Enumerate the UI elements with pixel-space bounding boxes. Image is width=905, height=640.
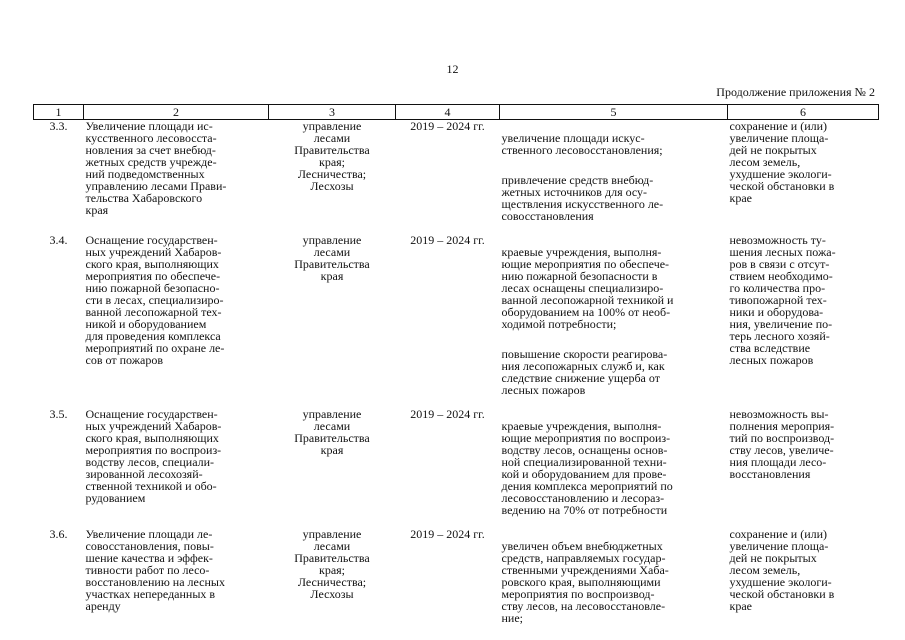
period-cell: 2019 – 2024 гг. <box>410 527 485 541</box>
activity-cell: Оснащение государствен- ных учреждений Хабаров- ского края, выполняющих мероприятия по воспроиз- водству лесов, специали- зированной лесохозяй- ственной техникой и обо- рудованием <box>85 407 222 505</box>
period-cell: 2019 – 2024 гг. <box>410 407 485 421</box>
result-paragraph: привлечение средств внебюд- жетных источников для осу- ществления искусственного ле- совосстановления <box>501 173 664 223</box>
executor-cell: управление лесами Правительства края <box>294 233 370 283</box>
row-number: 3.6. <box>49 527 68 541</box>
table-row <box>34 528 879 636</box>
table-row <box>34 120 879 235</box>
row-number: 3.5. <box>49 407 68 421</box>
activity-cell: Увеличение площади ле- совосстановления, повы- шение качества и эффек- тивности работ по лесо- восстановлению на лесных участках непереданных в аренду <box>85 527 225 613</box>
period-cell: 2019 – 2024 гг. <box>410 233 485 247</box>
continuation-label: Продолжение приложения № 2 <box>716 85 875 99</box>
executor-cell: управление лесами Правительства края; Лесничества; Лесхозы <box>294 527 370 601</box>
column-header: 3 <box>269 105 396 120</box>
result-cell <box>500 408 728 528</box>
activity-cell: Оснащение государствен- ных учреждений Хабаров- ского края, выполняющих мероприятия по обеспече- нию пожарной безопасно- сти в лесах, специализиро- ванной лесопожарной тех- никой и оборудованием для проведения комплекса мероприятий по охране ле- сов от пожаров <box>85 233 225 367</box>
page-number: 12 <box>446 62 459 76</box>
result-paragraph: увеличен объем внебюджетных средств, направляемых государ- ственными учреждениями Хаба- ровского края, выполняющими мероприятия по воспроизвод- ству лесов, на лесовосстановле- ние; <box>501 539 669 625</box>
consequences-cell: невозможность ту- шения лесных пожа- ров в связи с отсут- ствием необходимо- го количества про- тивопожарной тех- ники и оборудова- ния, увеличение по- терь лесного хозяй- ства вследствие лесных пожаров <box>729 233 836 367</box>
table-row <box>34 234 879 408</box>
consequences-cell: сохранение и (или) увеличение площа- дей не покрытых лесом земель, ухудшение экологи- ческой обстановки в крае <box>729 527 835 613</box>
result-paragraph: увеличение площади искус- ственного лесовосстановления; <box>501 131 663 157</box>
consequences-cell: сохранение и (или) увеличение площа- дей не покрытых лесом земель, ухудшение экологи- ческой обстановки в крае <box>729 119 835 205</box>
result-paragraph: повышение скорости реагирова- ния лесопожарных служб и, как следствие снижение ущерба от лесных пожаров <box>501 347 668 397</box>
appendix-table <box>33 104 879 636</box>
executor-cell: управление лесами Правительства края; Лесничества; Лесхозы <box>294 119 370 193</box>
result-paragraph: краевые учреждения, выполня- ющие мероприятия по обеспече- нию пожарной безопасности в лесах оснащены специализиро- ванной лесопожарной техникой и оборудованием на 100% от необ- ходимой потребности; <box>501 245 674 331</box>
period-cell: 2019 – 2024 гг. <box>410 119 485 133</box>
result-cell <box>500 234 728 408</box>
result-cell <box>500 528 728 636</box>
column-header: 1 <box>34 105 84 120</box>
column-header: 5 <box>500 105 728 120</box>
column-header: 6 <box>728 105 879 120</box>
result-cell <box>500 120 728 235</box>
executor-cell: управление лесами Правительства края <box>294 407 370 457</box>
consequences-cell: невозможность вы- полнения мероприя- тий по воспроизвод- ству лесов, увеличе- ния площади лесо- восстановления <box>729 407 835 481</box>
row-number: 3.4. <box>49 233 68 247</box>
row-number: 3.3. <box>49 119 68 133</box>
column-header: 2 <box>84 105 269 120</box>
result-paragraph: краевые учреждения, выполня- ющие мероприятия по воспроиз- водству лесов, оснащены основ- ной специализированной техни- кой и оборудованием для прове- дения комплекса мероприятий по лесовосстановлению и лесораз- ведению на 70% от потребности <box>501 419 673 517</box>
column-number-row <box>34 105 879 120</box>
table-row <box>34 408 879 528</box>
activity-cell: Увеличение площади ис- кусственного лесовосста- новления за счет внебюд- жетных средств учрежде- ний подведомственных управлению лесами Прави- тельства Хабаровского края <box>85 119 227 217</box>
column-header: 4 <box>396 105 500 120</box>
